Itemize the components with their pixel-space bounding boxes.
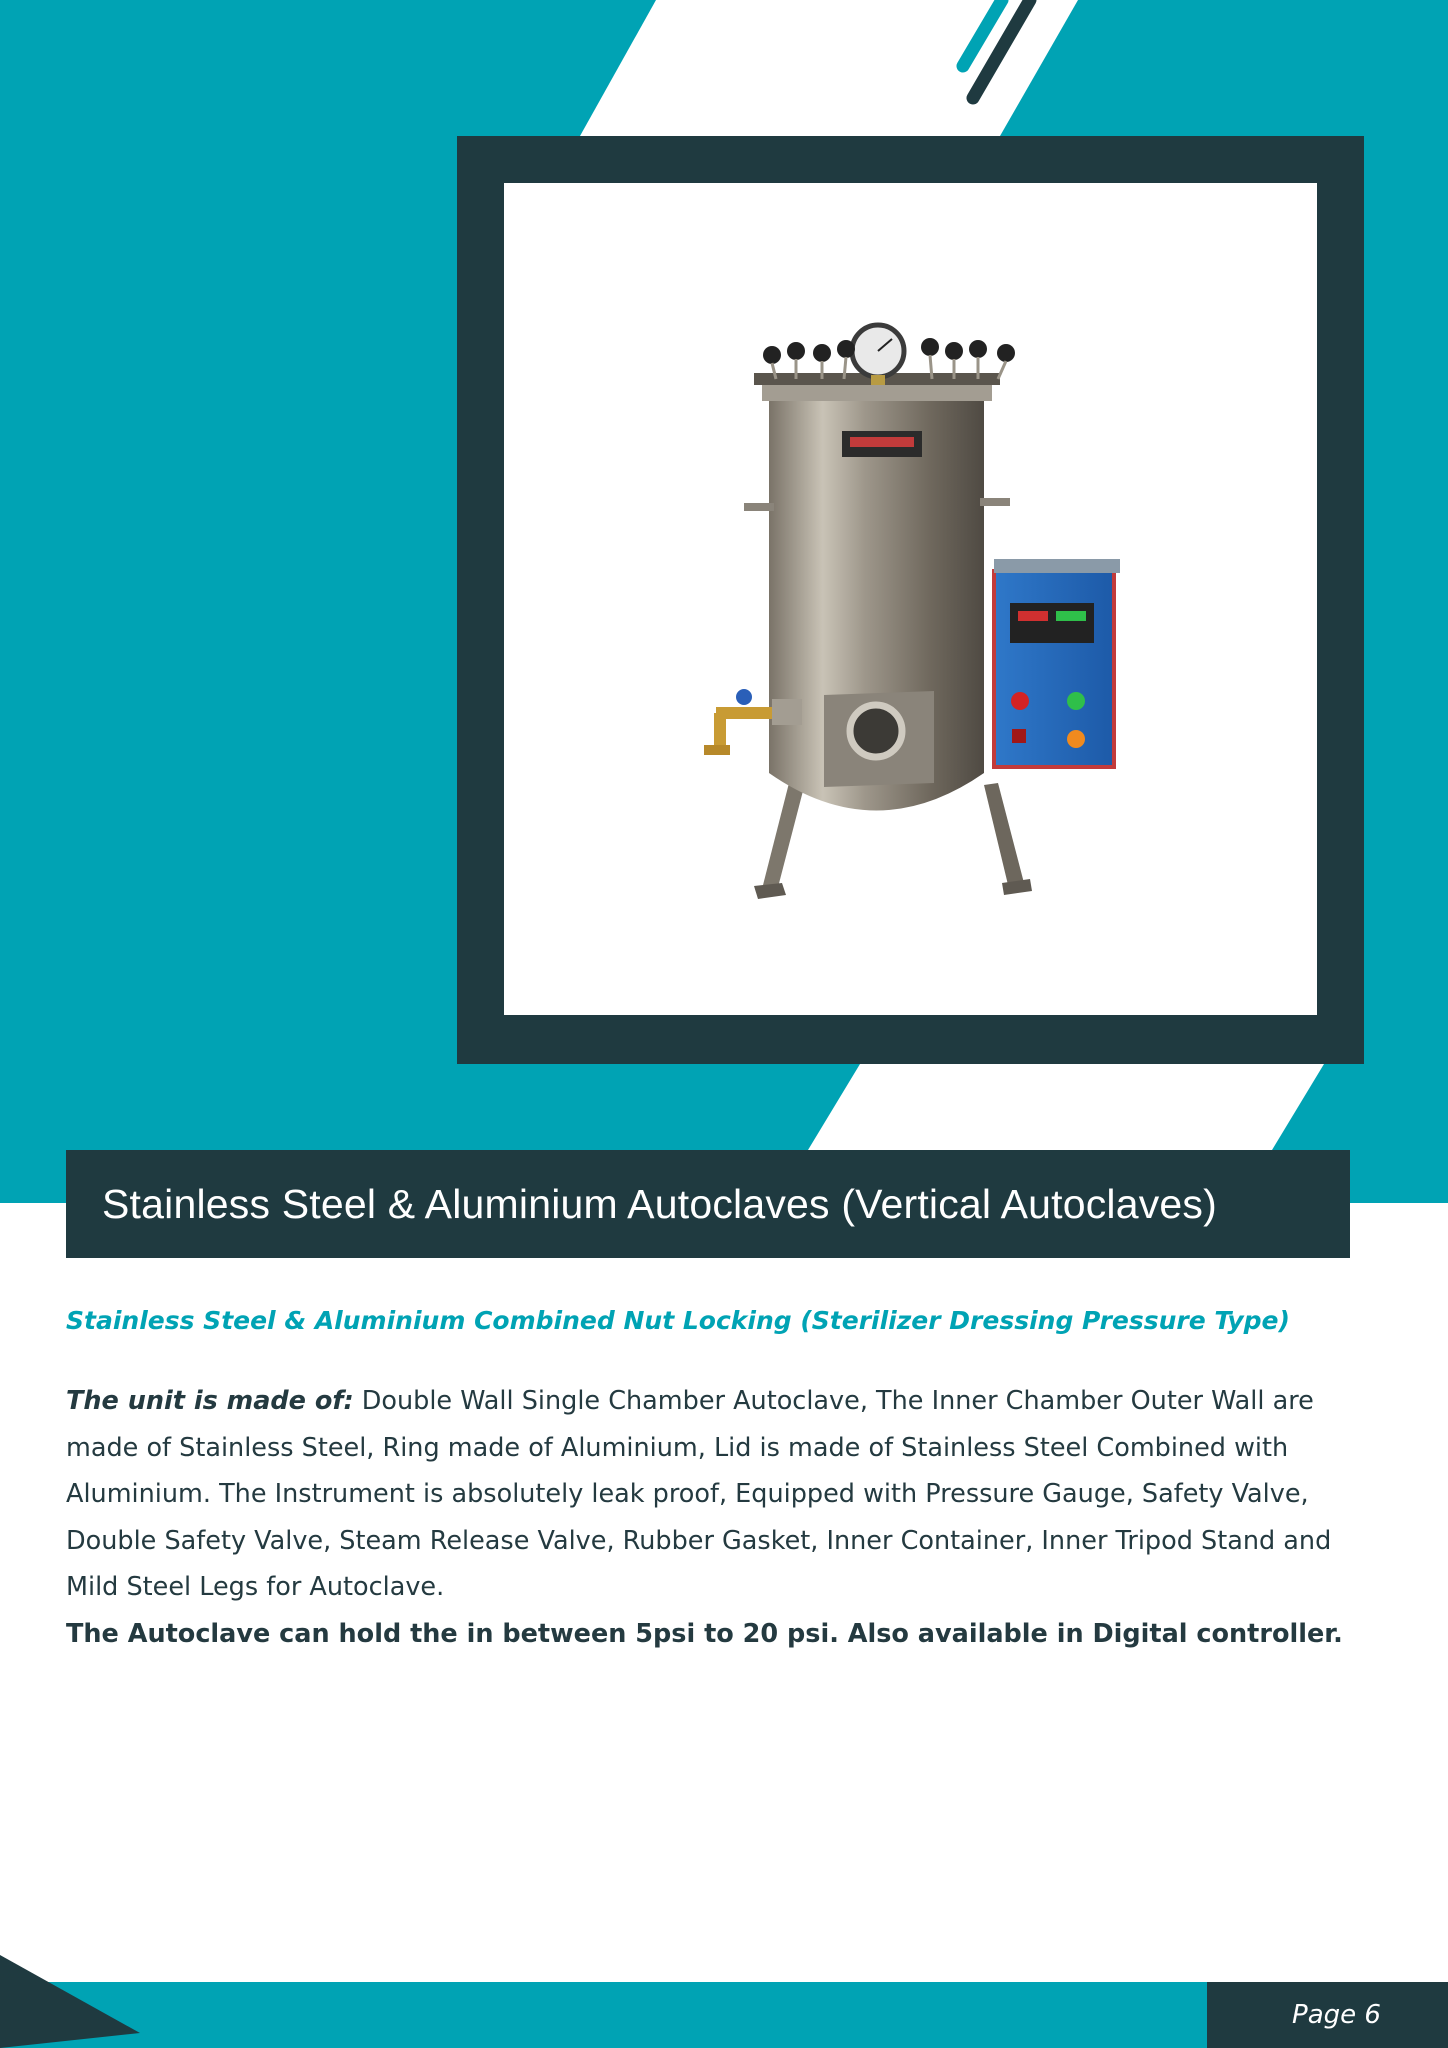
white-diagonal-top <box>580 0 1078 136</box>
product-photo-frame <box>457 136 1364 1064</box>
product-photo <box>504 183 1317 1015</box>
description-text: Double Wall Single Chamber Autoclave, The Inner Chamber Outer Wall are made of Stainless Steel, Ring made of Aluminium, Lid is made of Stainless Steel Combined with Aluminium. The Instrument is absolutely leak proof, Equipped with Pressure Gauge, Safety Valve, Double Safety Valve, Steam Release Valve, Rubber Gasket, Inner Container, Inner Tripod Stand and Mild Steel Legs for Autoclave. <box>66 1386 1332 1602</box>
product-description <box>66 1378 1386 1657</box>
white-diagonal-bottom <box>808 1064 1324 1150</box>
product-subtitle: Stainless Steel & Aluminium Combined Nut Locking (Sterilizer Dressing Pressure Type) <box>66 1306 1290 1335</box>
corner-triangle <box>0 1955 140 2048</box>
title-bar <box>66 1150 1350 1258</box>
page-number-box <box>1207 1982 1448 2048</box>
description-lead: The unit is made of: <box>66 1386 354 1416</box>
description-highlight: The Autoclave can hold the in between 5psi to 20 psi. Also available in Digital controller. <box>66 1618 1343 1649</box>
page-number: Page 6 <box>1292 2000 1381 2030</box>
autoclave-illustration <box>504 183 1317 1015</box>
page-title: Stainless Steel & Aluminium Autoclaves (Vertical Autoclaves) <box>102 1180 1217 1227</box>
